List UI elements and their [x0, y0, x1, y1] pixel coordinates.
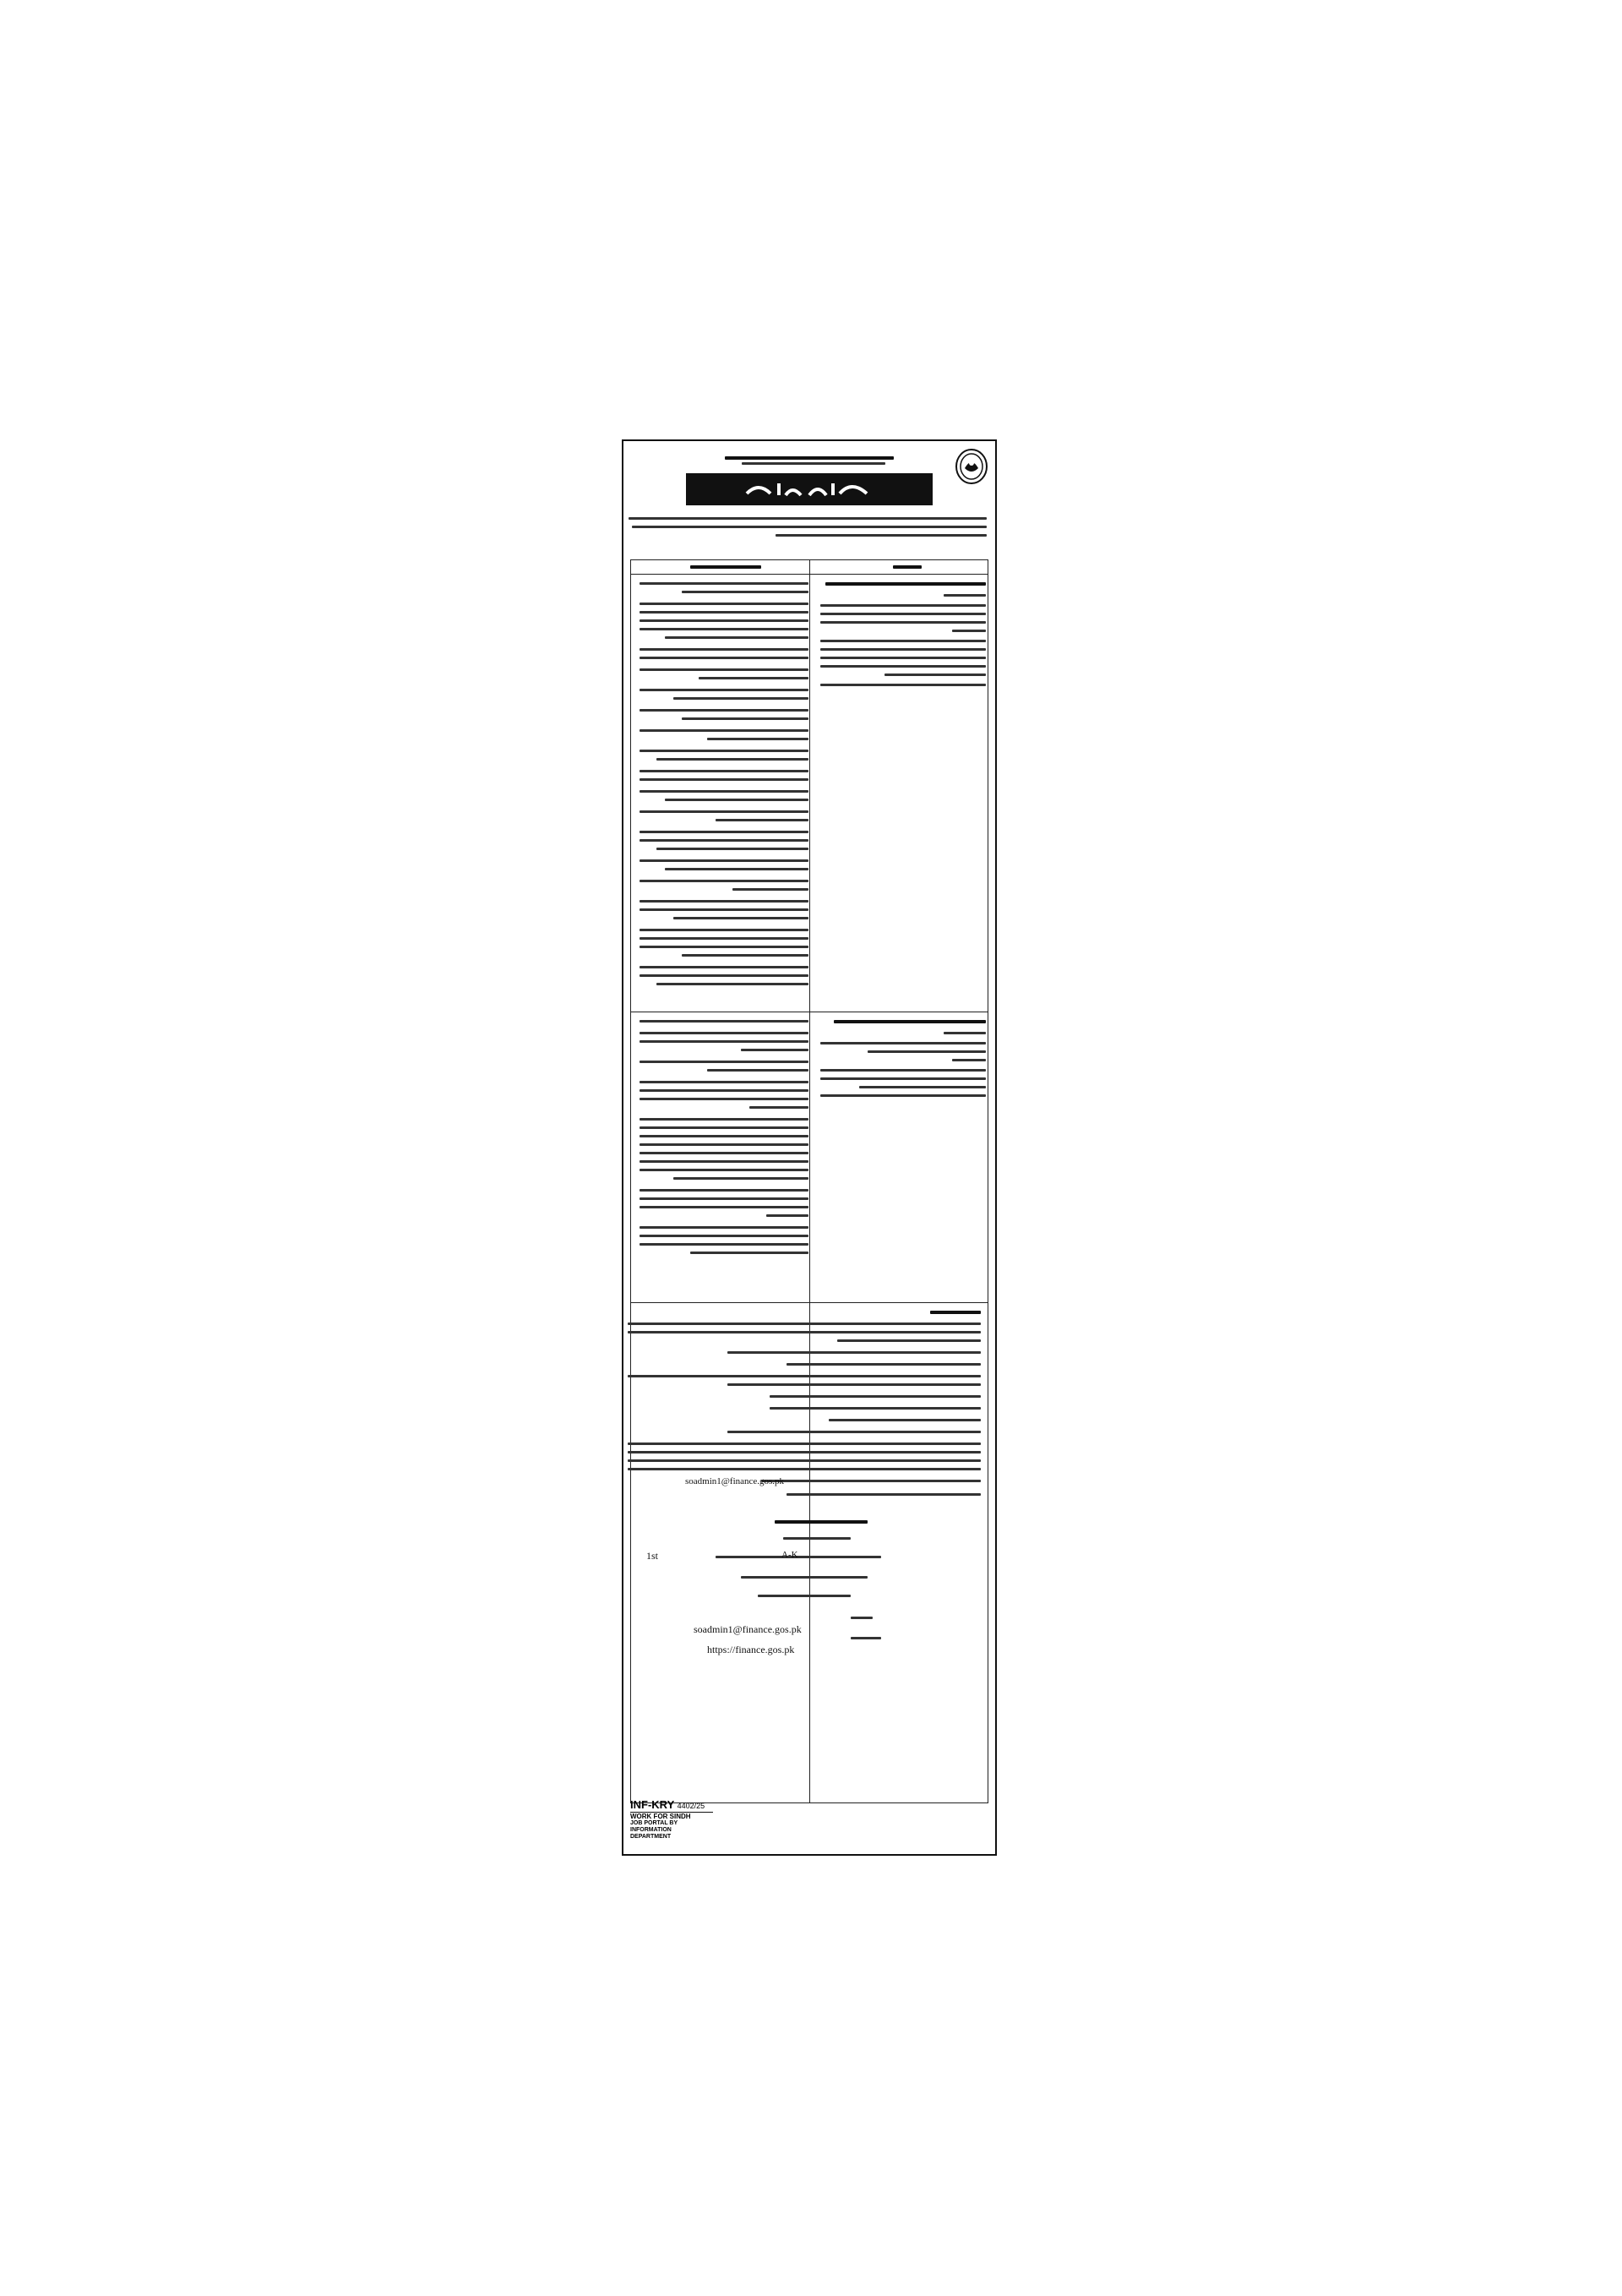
address-floor: 1st [646, 1550, 659, 1562]
sindh-government-seal-icon [955, 448, 988, 485]
job-advertisement [622, 439, 997, 1856]
title-banner [686, 473, 933, 505]
address-block-code: A-K [781, 1550, 798, 1560]
post-2-duties [634, 1017, 808, 1301]
department-header [674, 453, 944, 466]
post-2-details [815, 1017, 989, 1143]
badge-brand: WORK FOR SINDH [630, 1812, 713, 1820]
information-department-badge [630, 1798, 713, 1849]
column-header-posts [817, 560, 991, 574]
column-header-duties [631, 560, 810, 574]
instruction-email: soadmin1@finance.gos.pk [685, 1476, 785, 1486]
badge-code: INF-KRY [630, 1798, 674, 1811]
posts-table [630, 559, 988, 1803]
post-1-duties [634, 579, 808, 1010]
badge-line-1: JOB PORTAL BY [630, 1820, 678, 1826]
intro-paragraph [632, 514, 987, 548]
post-1-details [815, 579, 989, 748]
banner-heading-strokes [742, 478, 877, 500]
badge-line-2: INFORMATION DEPARTMENT [630, 1827, 672, 1840]
footer-email: soadmin1@finance.gos.pk [694, 1623, 802, 1635]
badge-number: 4402/25 [677, 1802, 705, 1810]
footer-website: https://finance.gos.pk [707, 1644, 795, 1655]
instruction-10-tail [634, 1490, 984, 1507]
